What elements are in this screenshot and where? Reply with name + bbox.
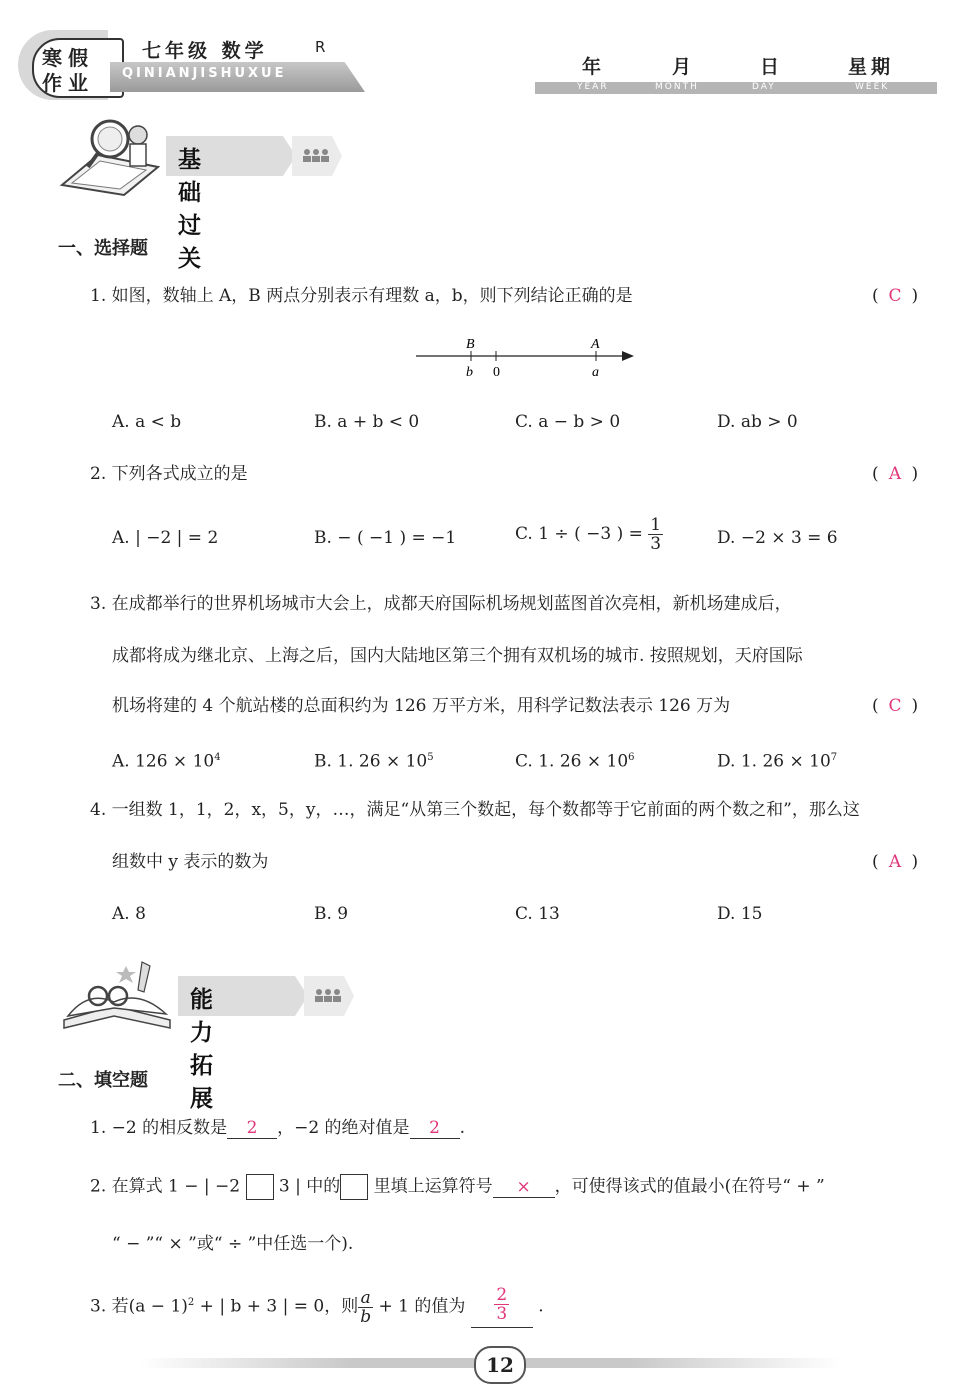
number-line-diagram: [412, 334, 638, 382]
axis-label-b: b: [466, 365, 473, 380]
axis-label-a: a: [592, 365, 599, 380]
q2-option-c-text: C. 1 ÷ ( −3 ) =: [515, 524, 643, 544]
badge-line1: 寒假: [42, 46, 94, 70]
fill-q3-text4: .: [538, 1296, 544, 1317]
q4-option-b: B. 9: [314, 904, 349, 924]
axis-label-A: A: [591, 337, 600, 352]
q3-option-b-base: B. 1. 26 × 10: [314, 751, 428, 772]
people-icon: [314, 988, 342, 1004]
fill-q3-blank: [471, 1286, 533, 1328]
date-week-en: WEEK: [855, 82, 890, 92]
fill-q2-text3: 里填上运算符号: [373, 1176, 493, 1197]
q3-option-b-exp: 5: [427, 752, 434, 763]
fill-q1-blank1: 2: [227, 1118, 277, 1139]
q3-line1: 3. 在成都举行的世界机场城市大会上，成都天府国际机场规划蓝图首次亮相，新机场建成后，: [90, 594, 792, 614]
date-year-label: 年: [582, 56, 602, 78]
q4-option-d: D. 15: [717, 904, 763, 924]
date-month-label: 月: [672, 56, 692, 78]
q3-option-a-base: A. 126 × 10: [112, 751, 215, 772]
fill-q1: [90, 1118, 465, 1139]
q3-option-d-exp: 7: [830, 752, 838, 763]
header-title: 七年级 数学: [142, 40, 268, 62]
q3-line2: 成都将成为继北京、上海之后，国内大陆地区第三个拥有双机场的城市. 按照规划，天府国际: [112, 646, 803, 666]
fill-q3-text2: + | b + 3 | = 0，则: [194, 1296, 359, 1317]
q2-option-c: [515, 516, 663, 553]
header-badge: [18, 30, 108, 100]
q4-option-a: A. 8: [112, 904, 146, 924]
q3-option-c-exp: 6: [628, 752, 635, 763]
fill-q1-text3: .: [459, 1118, 465, 1138]
fill-q3-ans-num: 2: [496, 1285, 508, 1305]
fill-q3-frac-den: b: [360, 1306, 372, 1327]
q3-option-a-exp: 4: [214, 752, 221, 763]
axis-label-B: B: [466, 337, 475, 352]
fill-q2-blank: ×: [493, 1177, 555, 1198]
q3-option-c: [515, 748, 635, 772]
date-year-en: YEAR: [577, 82, 609, 92]
q2-answer-bracket: ( A ): [872, 464, 919, 484]
q3-option-c-base: C. 1. 26 × 10: [515, 751, 629, 772]
fill-q2-line1: [90, 1174, 825, 1200]
book-glasses-illustration: [58, 950, 178, 1032]
q4-line1: 4. 一组数 1，1，2，x，5，y，…，满足“从第三个数起，每个数都等于它前面的两个数之和”，那么这: [90, 800, 860, 820]
section-title-basic: 基础过关: [178, 147, 203, 272]
part2-heading: 二、填空题: [58, 1070, 148, 1091]
fill-q2-text2: 3 | 中的: [278, 1176, 341, 1197]
fill-q3-text3: + 1 的值为: [373, 1296, 466, 1317]
section-title-advanced: 能力拓展: [190, 987, 215, 1112]
operator-box: [246, 1174, 274, 1200]
q3-answer: C: [888, 696, 902, 716]
fill-q3-ans-den: 3: [496, 1304, 508, 1324]
people-icon: [302, 148, 330, 164]
q2-option-d: D. −2 × 3 = 6: [717, 528, 838, 548]
fill-q3-text1: 3. 若(a − 1): [90, 1296, 188, 1317]
q3-option-d: [717, 748, 837, 772]
q1-stem: 1. 如图，数轴上 A，B 两点分别表示有理数 a，b，则下列结论正确的是: [90, 286, 633, 306]
q2-stem: 2. 下列各式成立的是: [90, 464, 248, 484]
part1-heading: 一、选择题: [58, 238, 148, 259]
q2-option-b: B. − ( −1 ) = −1: [314, 528, 457, 548]
page-number-badge: [474, 1346, 526, 1384]
header-pinyin: QINIANJISHUXUE: [122, 66, 287, 81]
q1-option-d: D. ab > 0: [717, 412, 798, 432]
fill-q3-frac-num: a: [358, 1289, 373, 1308]
fill-q2-line2: “ − ”“ × ”或“ ÷ ”中任选一个).: [112, 1234, 354, 1254]
q2-answer: A: [888, 464, 902, 484]
q3-option-d-base: D. 1. 26 × 10: [717, 751, 831, 772]
q2-fraction-numerator: 1: [650, 515, 662, 535]
fill-q2-text1: 2. 在算式 1 − | −2: [90, 1176, 241, 1197]
date-day-en: DAY: [752, 82, 776, 92]
q1-option-a: A. a < b: [112, 412, 182, 432]
fill-q3-answer-fraction: [494, 1286, 509, 1323]
fill-q3-exponent: 2: [187, 1296, 195, 1308]
q1-option-b: B. a + b < 0: [314, 412, 420, 432]
q1-option-c: C. a − b > 0: [515, 412, 621, 432]
fill-q1-blank2: 2: [410, 1118, 460, 1139]
q3-option-b: [314, 748, 434, 772]
q1-answer-bracket: ( C ): [872, 286, 919, 306]
q2-option-a: A. | −2 | = 2: [112, 528, 219, 548]
date-day-label: 日: [760, 56, 780, 78]
date-month-en: MONTH: [655, 82, 699, 92]
q4-answer: A: [888, 852, 902, 872]
tablet-magnifier-illustration: [58, 115, 168, 197]
q2-option-c-fraction: [648, 516, 663, 553]
q4-option-c: C. 13: [515, 904, 560, 924]
q2-fraction-denominator: 3: [650, 534, 662, 554]
q3-answer-bracket: ( C ): [872, 696, 919, 716]
date-week-label: 星期: [848, 56, 895, 78]
q1-answer: C: [888, 286, 902, 306]
page-number: 12: [486, 1353, 514, 1377]
fill-q3: [90, 1286, 544, 1328]
q3-option-a: [112, 748, 221, 772]
q4-line2: 组数中 y 表示的数为: [112, 852, 269, 872]
fill-q3-fraction: [358, 1289, 373, 1326]
q3-line3: 机场将建的 4 个航站楼的总面积约为 126 万平方米，用科学记数法表示 126 万为: [112, 696, 731, 716]
axis-label-zero: 0: [493, 365, 500, 380]
fill-q2-text4: ，可使得该式的值最小(在符号“ + ”: [554, 1176, 825, 1197]
badge-line2: 作业: [42, 71, 94, 95]
fill-q1-text1: 1. −2 的相反数是: [90, 1118, 228, 1138]
q4-answer-bracket: ( A ): [872, 852, 919, 872]
fill-q1-text2: ，−2 的绝对值是: [277, 1118, 410, 1138]
operator-box: [340, 1174, 368, 1200]
header-edition: R: [315, 38, 326, 56]
